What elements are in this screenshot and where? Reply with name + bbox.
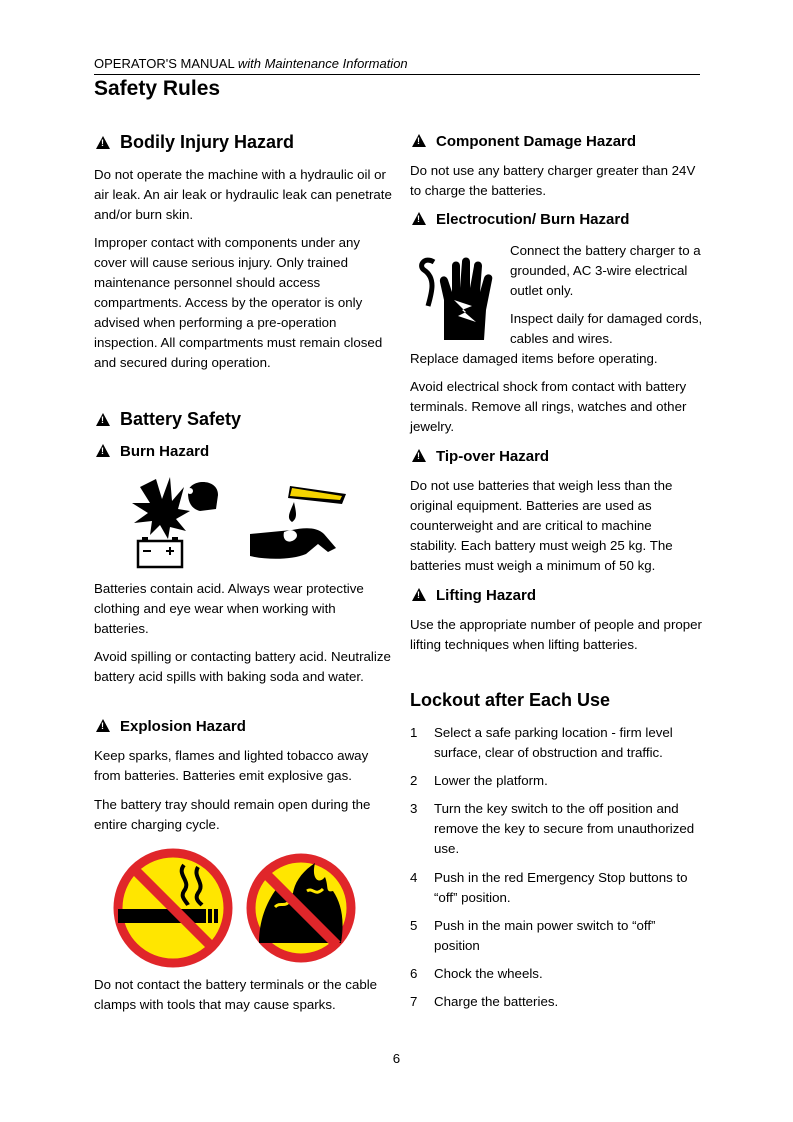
no-smoking-icon [112,847,234,969]
electrocution-heading: !Electrocution/ Burn Hazard [412,211,629,228]
warning-triangle-icon [412,449,426,462]
lifting-heading: !Lifting Hazard [412,587,536,604]
electrocution-hand-icon [414,252,496,342]
warning-triangle-icon [96,136,110,149]
warning-triangle-icon [96,719,110,732]
warning-triangle-icon [412,588,426,601]
explosion-hazard-paragraph-1: Keep sparks, flames and lighted tobacco away from batteries. Batteries emit explosive gas. [94,748,369,783]
burn-hazard-paragraph-2: Avoid spilling or contacting battery acid. Neutralize battery acid spills with baking soda and water. [94,649,391,684]
manual-subtitle: with Maintenance Information [237,56,408,71]
burn-hazard-heading: !Burn Hazard [96,443,209,460]
electrocution-paragraph-1c: Replace damaged items before operating. [410,351,658,366]
electrocution-paragraph-1a: Connect the battery charger to a grounded, AC 3-wire electrical outlet only. [510,243,701,298]
warning-triangle-icon [96,413,110,426]
electrocution-paragraph-2: Avoid electrical shock from contact with battery terminals. Remove all rings, watches and other jewelry. [410,379,687,434]
explosion-hazard-paragraph-3: Do not contact the battery terminals or the cable clamps with tools that may cause sparks. [94,977,378,1012]
page-title: Safety Rules [94,77,221,100]
electrocution-paragraph-1b: Inspect daily for damaged cords, cables and wires. [510,311,703,346]
battery-safety-heading: !Battery Safety [96,409,241,430]
tip-over-heading: !Tip-over Hazard [412,448,549,465]
warning-triangle-icon [412,212,426,225]
warning-triangle-icon [412,134,426,147]
component-damage-heading: !Component Damage Hazard [412,133,636,150]
bodily-injury-heading: !Bodily Injury Hazard [96,132,294,153]
bodily-injury-paragraph-2: Improper contact with components under any cover will cause serious injury. Only trained maintenance personnel should access compartments. Access by the operator is only advised when performing a pre-operation inspection. All compartments must remain closed and secured during operation. [94,235,383,370]
explosion-hazard-paragraph-2: The battery tray should remain open during the entire charging cycle. [94,797,371,832]
lockout-heading: Lockout after Each Use [410,690,611,710]
lifting-paragraph: Use the appropriate number of people and proper lifting techniques when lifting batteries. [410,617,702,652]
no-flames-icon [245,847,357,969]
explosion-hazard-heading: !Explosion Hazard [96,718,246,735]
page-number: 6 [392,1051,401,1066]
bodily-injury-paragraph-1: Do not operate the machine with a hydraulic oil or air leak. An air leak or hydraulic leak can penetrate and/or burn skin. [94,167,392,222]
acid-burn-hand-icon [246,478,352,566]
manual-title: OPERATOR'S MANUAL [94,56,235,71]
battery-explosion-icon [128,473,238,569]
burn-hazard-paragraph-1: Batteries contain acid. Always wear protective clothing and eye wear when working with batteries. [94,581,364,636]
component-damage-paragraph: Do not use any battery charger greater than 24V to charge the batteries. [410,163,696,198]
tip-over-paragraph: Do not use batteries that weigh less than the original equipment. Batteries are used as counterweight and are critical to machine stability. Each battery must weigh 25 kg. The batteries must weigh a minimum of 50 kg. [410,478,673,573]
warning-triangle-icon [96,444,110,457]
running-header [94,56,700,75]
